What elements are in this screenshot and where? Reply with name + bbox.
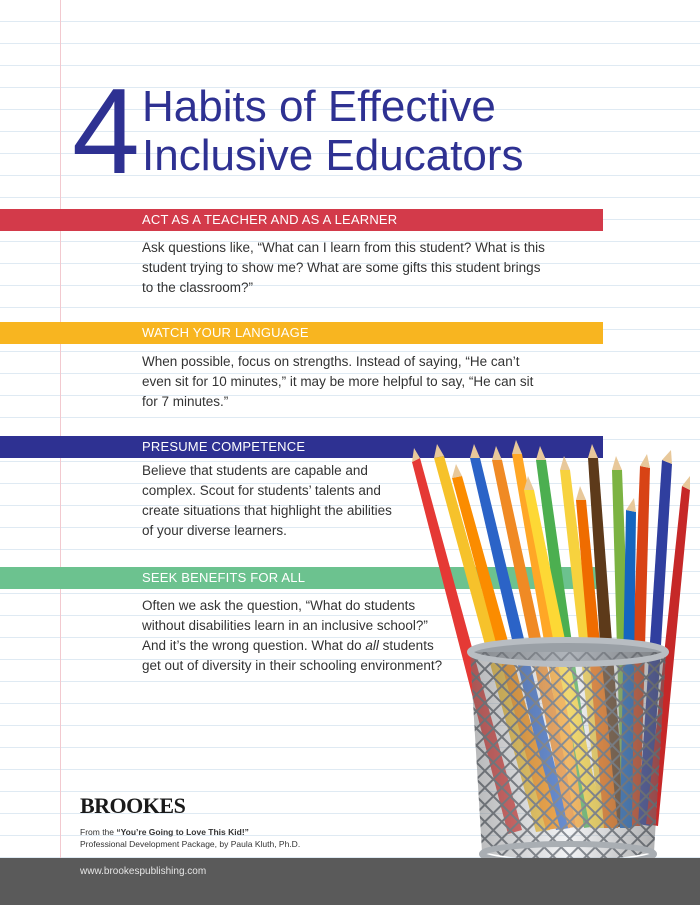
section-body-competence [142,461,392,541]
section-heading: ACT AS A TEACHER AND AS A LEARNER [142,212,398,227]
section-body-teacher-learner [142,238,545,298]
section-band-language [0,322,603,344]
body-line: for 7 minutes.” [142,394,229,409]
section-band-teacher-learner [0,209,603,231]
section-heading: PRESUME COMPETENCE [142,439,306,454]
body-line: of your diverse learners. [142,523,287,538]
body-line: even sit for 10 minutes,” it may be more helpful to say, “He can sit [142,374,534,389]
package-credit: From the “You’re Going to Love This Kid!” Professional Development Package, by Paula Kluth, Ph.D. [80,827,301,849]
body-line: complex. Scout for students’ talents and [142,483,381,498]
body-line: Ask questions like, “What can I learn from this student? What is this [142,240,545,255]
body-line: And it’s the wrong question. What do all students [142,638,434,653]
body-line: without disabilities learn in an inclusive school?” [142,618,428,633]
body-line: When possible, focus on strengths. Instead of saying, “He can’t [142,354,520,369]
notebook-margin-line [60,0,61,858]
pencil-cup-illustration [400,430,700,870]
section-body-language [142,352,533,412]
body-line: to the classroom?” [142,280,254,295]
body-line: Believe that students are capable and [142,463,368,478]
website-link[interactable]: www.brookespublishing.com [80,866,207,877]
section-heading: WATCH YOUR LANGUAGE [142,325,309,340]
section-body-benefits [142,596,442,676]
body-line: student trying to show me? What are some gifts this student brings [142,260,541,275]
body-line: Often we ask the question, “What do students [142,598,416,613]
body-line: create situations that highlight the abilities [142,503,392,518]
title-line-2: Inclusive Educators [142,131,524,180]
section-heading: SEEK BENEFITS FOR ALL [142,570,306,585]
habit-count-number: 4 [72,63,138,199]
title-line-1: Habits of Effective [142,82,496,131]
body-line: get out of diversity in their schooling environment? [142,658,443,673]
page-title [142,82,524,180]
brookes-logo: BROOKES [80,793,186,818]
